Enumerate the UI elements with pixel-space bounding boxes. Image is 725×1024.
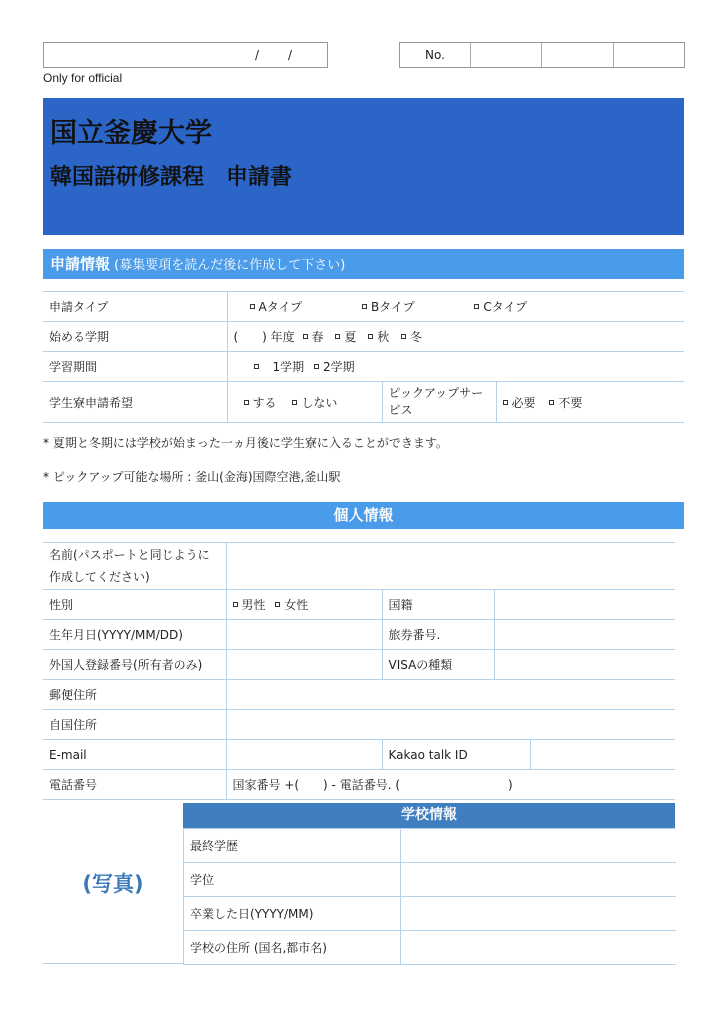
period-option-2[interactable]: 2学期: [314, 358, 355, 375]
checkbox-icon[interactable]: [292, 400, 297, 405]
phone-field[interactable]: 国家番号 +( ) - 電話番号. ( ): [226, 770, 675, 800]
school-row: [184, 829, 676, 863]
pickup-option-noneed[interactable]: 不要: [549, 394, 582, 411]
checkbox-icon[interactable]: [244, 400, 249, 405]
checkbox-icon[interactable]: [303, 334, 308, 339]
application-table: [43, 291, 684, 423]
passport-label: 旅券番号.: [382, 620, 494, 650]
birth-row: [43, 620, 675, 650]
alien-label: 外国人登録番号(所有者のみ): [43, 650, 226, 680]
checkbox-icon[interactable]: [275, 602, 280, 607]
name-field[interactable]: [226, 543, 675, 590]
school-label-graduation: 卒業した日(YYYY/MM): [184, 897, 401, 931]
postal-field[interactable]: [226, 680, 675, 710]
school-field-degree[interactable]: [401, 863, 676, 897]
gender-options: [226, 590, 382, 620]
checkbox-icon[interactable]: [335, 334, 340, 339]
no-cell: [614, 43, 684, 67]
school-row: [184, 897, 676, 931]
semester-option-winter[interactable]: 冬: [401, 328, 422, 345]
semester-year-field[interactable]: ( ) 年度: [233, 330, 295, 344]
application-heading: 申請情報: [50, 255, 111, 273]
university-title: 国立釜慶大学: [50, 118, 212, 149]
type-option-a[interactable]: Aタイプ: [250, 298, 303, 315]
semester-option-spring[interactable]: 春: [303, 328, 324, 345]
visa-label: VISAの種類: [382, 650, 494, 680]
email-label: E-mail: [43, 740, 226, 770]
period-label: 学習期間: [43, 352, 227, 382]
personal-table: [43, 542, 675, 800]
home-label: 自国住所: [43, 710, 226, 740]
school-label-address: 学校の住所 (国名,都市名): [184, 931, 401, 965]
home-field[interactable]: [226, 710, 675, 740]
school-section-header: 学校情報: [183, 803, 675, 828]
title-banner: [43, 98, 684, 235]
official-note: Only for official: [43, 71, 123, 85]
pickup-option-need[interactable]: 必要: [503, 394, 536, 411]
school-field-address[interactable]: [401, 931, 676, 965]
school-row: [184, 931, 676, 965]
official-number-box: [399, 42, 685, 68]
semester-label: 始める学期: [43, 322, 227, 352]
kakao-field[interactable]: [530, 740, 675, 770]
checkbox-icon[interactable]: [401, 334, 406, 339]
semester-option-autumn[interactable]: 秋: [368, 328, 389, 345]
checkbox-icon[interactable]: [549, 400, 554, 405]
email-field[interactable]: [226, 740, 382, 770]
dorm-label: 学生寮申請希望: [43, 382, 227, 423]
period-options: [227, 352, 684, 382]
nationality-label: 国籍: [382, 590, 494, 620]
no-cell: [471, 43, 542, 67]
passport-field[interactable]: [494, 620, 675, 650]
checkbox-icon[interactable]: [233, 602, 238, 607]
photo-label: (写真): [82, 872, 144, 896]
checkbox-icon[interactable]: [503, 400, 508, 405]
photo-area[interactable]: [43, 803, 183, 964]
application-heading-sub: (募集要項を読んだ後に作成して下さい): [110, 258, 346, 273]
checkbox-icon[interactable]: [314, 364, 319, 369]
no-cell: [542, 43, 614, 67]
type-options: [227, 292, 684, 322]
type-row: [43, 292, 684, 322]
gender-label: 性別: [43, 590, 226, 620]
no-label: No.: [400, 43, 471, 67]
school-table: [183, 828, 676, 965]
type-option-c[interactable]: Cタイプ: [474, 298, 527, 315]
checkbox-icon[interactable]: [474, 304, 479, 309]
official-date-box: [43, 42, 328, 68]
birth-field[interactable]: [226, 620, 382, 650]
gender-row: [43, 590, 675, 620]
postal-label: 郵便住所: [43, 680, 226, 710]
note-pickup: * ピックアップ可能な場所 : 釜山(金海)国際空港,釜山駅: [43, 470, 341, 484]
visa-field[interactable]: [494, 650, 675, 680]
dorm-options: [227, 382, 382, 423]
dorm-option-yes[interactable]: する: [244, 394, 277, 411]
postal-row: [43, 680, 675, 710]
date-slash: /: [255, 48, 260, 62]
email-row: [43, 740, 675, 770]
form-subtitle: 韓国語研修課程 申請書: [50, 165, 293, 190]
phone-label: 電話番号: [43, 770, 226, 800]
note-dormitory: * 夏期と冬期には学校が始まった一ヵ月後に学生寮に入ることができます。: [43, 436, 448, 450]
semester-row: [43, 322, 684, 352]
checkbox-icon[interactable]: [368, 334, 373, 339]
gender-option-male[interactable]: 男性: [233, 596, 266, 613]
birth-label: 生年月日(YYYY/MM/DD): [43, 620, 226, 650]
name-label: 名前(パスポートと同じように作成してください): [43, 543, 226, 590]
personal-section-header: 個人情報: [43, 502, 684, 529]
checkbox-icon[interactable]: [254, 364, 259, 369]
date-slash: /: [288, 48, 293, 62]
checkbox-icon[interactable]: [250, 304, 255, 309]
school-label-degree: 学位: [184, 863, 401, 897]
school-row: [184, 863, 676, 897]
nationality-field[interactable]: [494, 590, 675, 620]
semester-option-summer[interactable]: 夏: [335, 328, 356, 345]
type-label: 申請タイプ: [43, 292, 227, 322]
school-field-education[interactable]: [401, 829, 676, 863]
school-field-graduation[interactable]: [401, 897, 676, 931]
pickup-label: ピックアップサービス: [382, 382, 496, 423]
pickup-options: [496, 382, 684, 423]
kakao-label: Kakao talk ID: [382, 740, 530, 770]
semester-options: [227, 322, 684, 352]
period-option-1[interactable]: 1学期: [254, 358, 305, 375]
type-option-b[interactable]: Bタイプ: [362, 298, 415, 315]
alien-row: [43, 650, 675, 680]
phone-row: [43, 770, 675, 800]
school-label-education: 最終学歴: [184, 829, 401, 863]
dorm-row: [43, 382, 684, 423]
application-section-header: [43, 249, 684, 279]
alien-field[interactable]: [226, 650, 382, 680]
gender-option-female[interactable]: 女性: [275, 596, 308, 613]
checkbox-icon[interactable]: [362, 304, 367, 309]
period-row: [43, 352, 684, 382]
home-row: [43, 710, 675, 740]
name-row: [43, 543, 675, 590]
dorm-option-no[interactable]: しない: [292, 394, 337, 411]
